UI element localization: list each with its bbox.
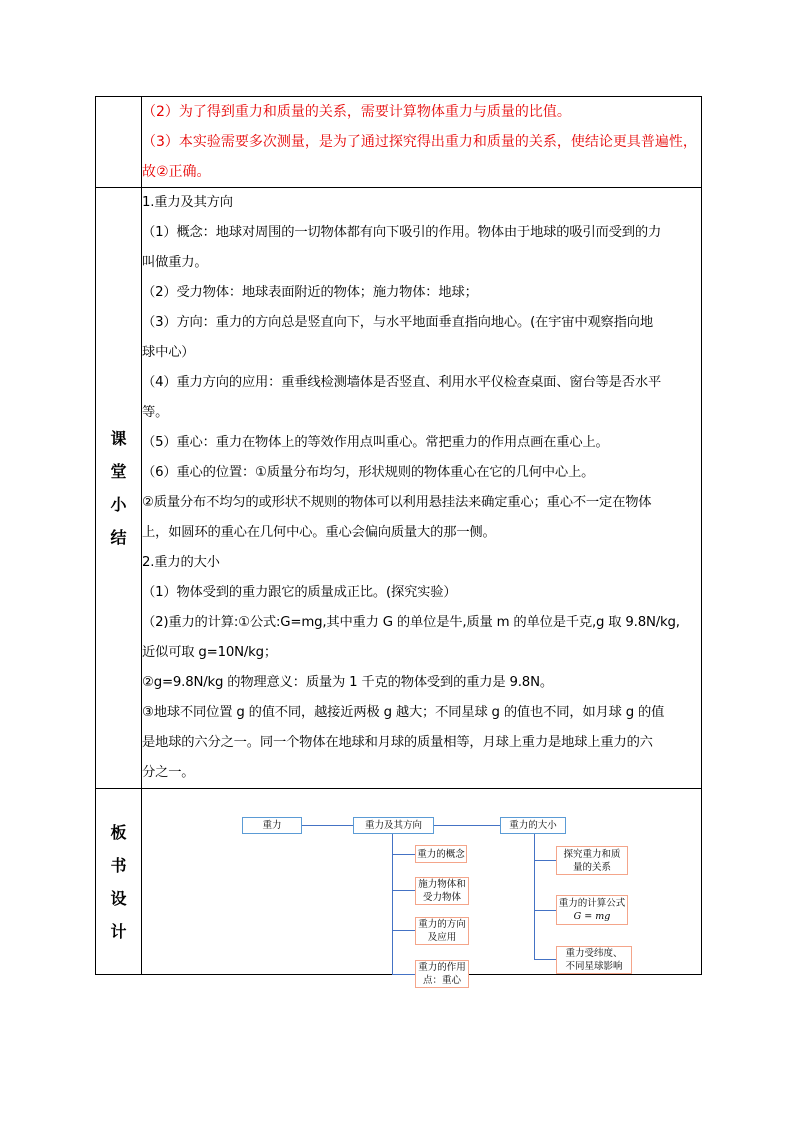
direction-node [415, 917, 469, 945]
answer-cell [142, 97, 702, 188]
summary-line: 是地球的六分之一。同一个物体在地球和月球的质量相等，月球上重力是地球上重力的六 [142, 735, 653, 750]
summary-line: （1）概念：地球对周围的一切物体都有向下吸引的作用。物体由于地球的吸引而受到的力 [142, 225, 662, 240]
board-row [96, 789, 702, 975]
root-node-label: 重力 [262, 820, 282, 831]
branch-direction-label: 重力及其方向 [364, 820, 422, 831]
board-label-char: 计 [110, 921, 127, 941]
branch-direction-node [353, 817, 434, 834]
summary-line: 叫做重力。 [142, 255, 208, 270]
lesson-table [95, 96, 702, 986]
latitude-node [556, 946, 632, 974]
summary-label-char: 结 [110, 528, 127, 547]
force-objects-label: 施力物体和受力物体 [418, 879, 466, 903]
board-diagram [142, 789, 702, 986]
connector-line [301, 825, 353, 826]
connector-line [392, 834, 393, 975]
center-label: 重力的作用点：重心 [418, 962, 466, 986]
connector-line [392, 930, 415, 931]
direction-label: 重力的方向及应用 [418, 919, 466, 943]
summary-label-char: 堂 [110, 462, 127, 481]
summary-line: 等。 [142, 405, 169, 420]
connector-line [434, 825, 500, 826]
connector-line [392, 890, 415, 891]
board-label-char: 书 [110, 855, 127, 875]
summary-line: （3）方向：重力的方向总是竖直向下，与水平地面垂直指向地心。(在宇宙中观察指向地 [142, 315, 653, 330]
summary-line: 上，如圆环的重心在几何中心。重心会偏向质量大的那一侧。 [142, 525, 496, 540]
connector-line [534, 959, 556, 960]
explore-node [556, 846, 628, 875]
connector-line [534, 834, 535, 959]
summary-line: （1）物体受到的重力跟它的质量成正比。(探究实验） [142, 585, 457, 600]
answer-line: （3）本实验需要多次测量，是为了通过探究得出重力和质量的关系，使结论更具普遍性， [142, 134, 697, 150]
summary-line: （4）重力方向的应用：重垂线检测墙体是否竖直、利用水平仪检查桌面、窗台等是否水平 [142, 375, 662, 390]
summary-line: （2)重力的计算:①公式:G=mg,其中重力 G 的单位是牛,质量 m 的单位是千克,g 取 9.8N/kg, [142, 615, 680, 630]
board-label-char: 板 [110, 822, 127, 842]
summary-line: 2.重力的大小 [142, 555, 220, 570]
summary-line: （5）重心：重力在物体上的等效作用点叫重心。常把重力的作用点画在重心上。 [142, 435, 609, 450]
concept-label: 重力的概念 [417, 848, 465, 860]
branch-magnitude-label: 重力的大小 [509, 820, 557, 831]
concept-node [415, 845, 467, 863]
connector-line [534, 860, 556, 861]
center-node [415, 960, 469, 988]
summary-cell [142, 188, 702, 789]
summary-label-char: 课 [110, 429, 127, 448]
branch-magnitude-node [500, 817, 566, 834]
formula-text: G = mg [573, 911, 611, 922]
summary-line: ②g=9.8N/kg 的物理意义：质量为 1 千克的物体受到的重力是 9.8N。 [142, 675, 553, 690]
summary-line: 球中心） [142, 345, 195, 360]
summary-line: ③地球不同位置 g 的值不同，越接近两极 g 越大；不同星球 g 的值也不同，如月球 g 的值 [142, 705, 665, 720]
force-objects-node [415, 877, 469, 905]
formula-node [556, 895, 628, 925]
board-label [96, 789, 142, 975]
answer-line: 故②正确。 [142, 164, 211, 180]
connector-line [392, 974, 415, 975]
summary-line: 近似可取 g=10N/kg； [142, 645, 277, 660]
connector-line [392, 854, 415, 855]
formula-title: 重力的计算公式 [558, 898, 626, 909]
summary-line: 1.重力及其方向 [142, 195, 233, 210]
summary-label-char: 小 [110, 495, 127, 514]
answer-row [96, 97, 702, 188]
summary-line: （2）受力物体：地球表面附近的物体；施力物体：地球； [142, 285, 478, 300]
summary-label [96, 188, 142, 789]
explore-label: 探究重力和质量的关系 [563, 848, 621, 873]
answer-label-cell [96, 97, 142, 188]
latitude-label: 重力受纬度、不同星球影响 [565, 948, 623, 972]
connector-line [534, 910, 556, 911]
summary-line: ②质量分布不均匀的或形状不规则的物体可以利用悬挂法来确定重心；重心不一定在物体 [142, 495, 652, 510]
answer-line: （2）为了得到重力和质量的关系，需要计算物体重力与质量的比值。 [142, 104, 571, 120]
summary-line: 分之一。 [142, 765, 195, 780]
root-node [242, 817, 302, 834]
summary-line: （6）重心的位置：①质量分布均匀，形状规则的物体重心在它的几何中心上。 [142, 465, 595, 480]
board-label-char: 设 [110, 888, 127, 908]
summary-row [96, 188, 702, 789]
